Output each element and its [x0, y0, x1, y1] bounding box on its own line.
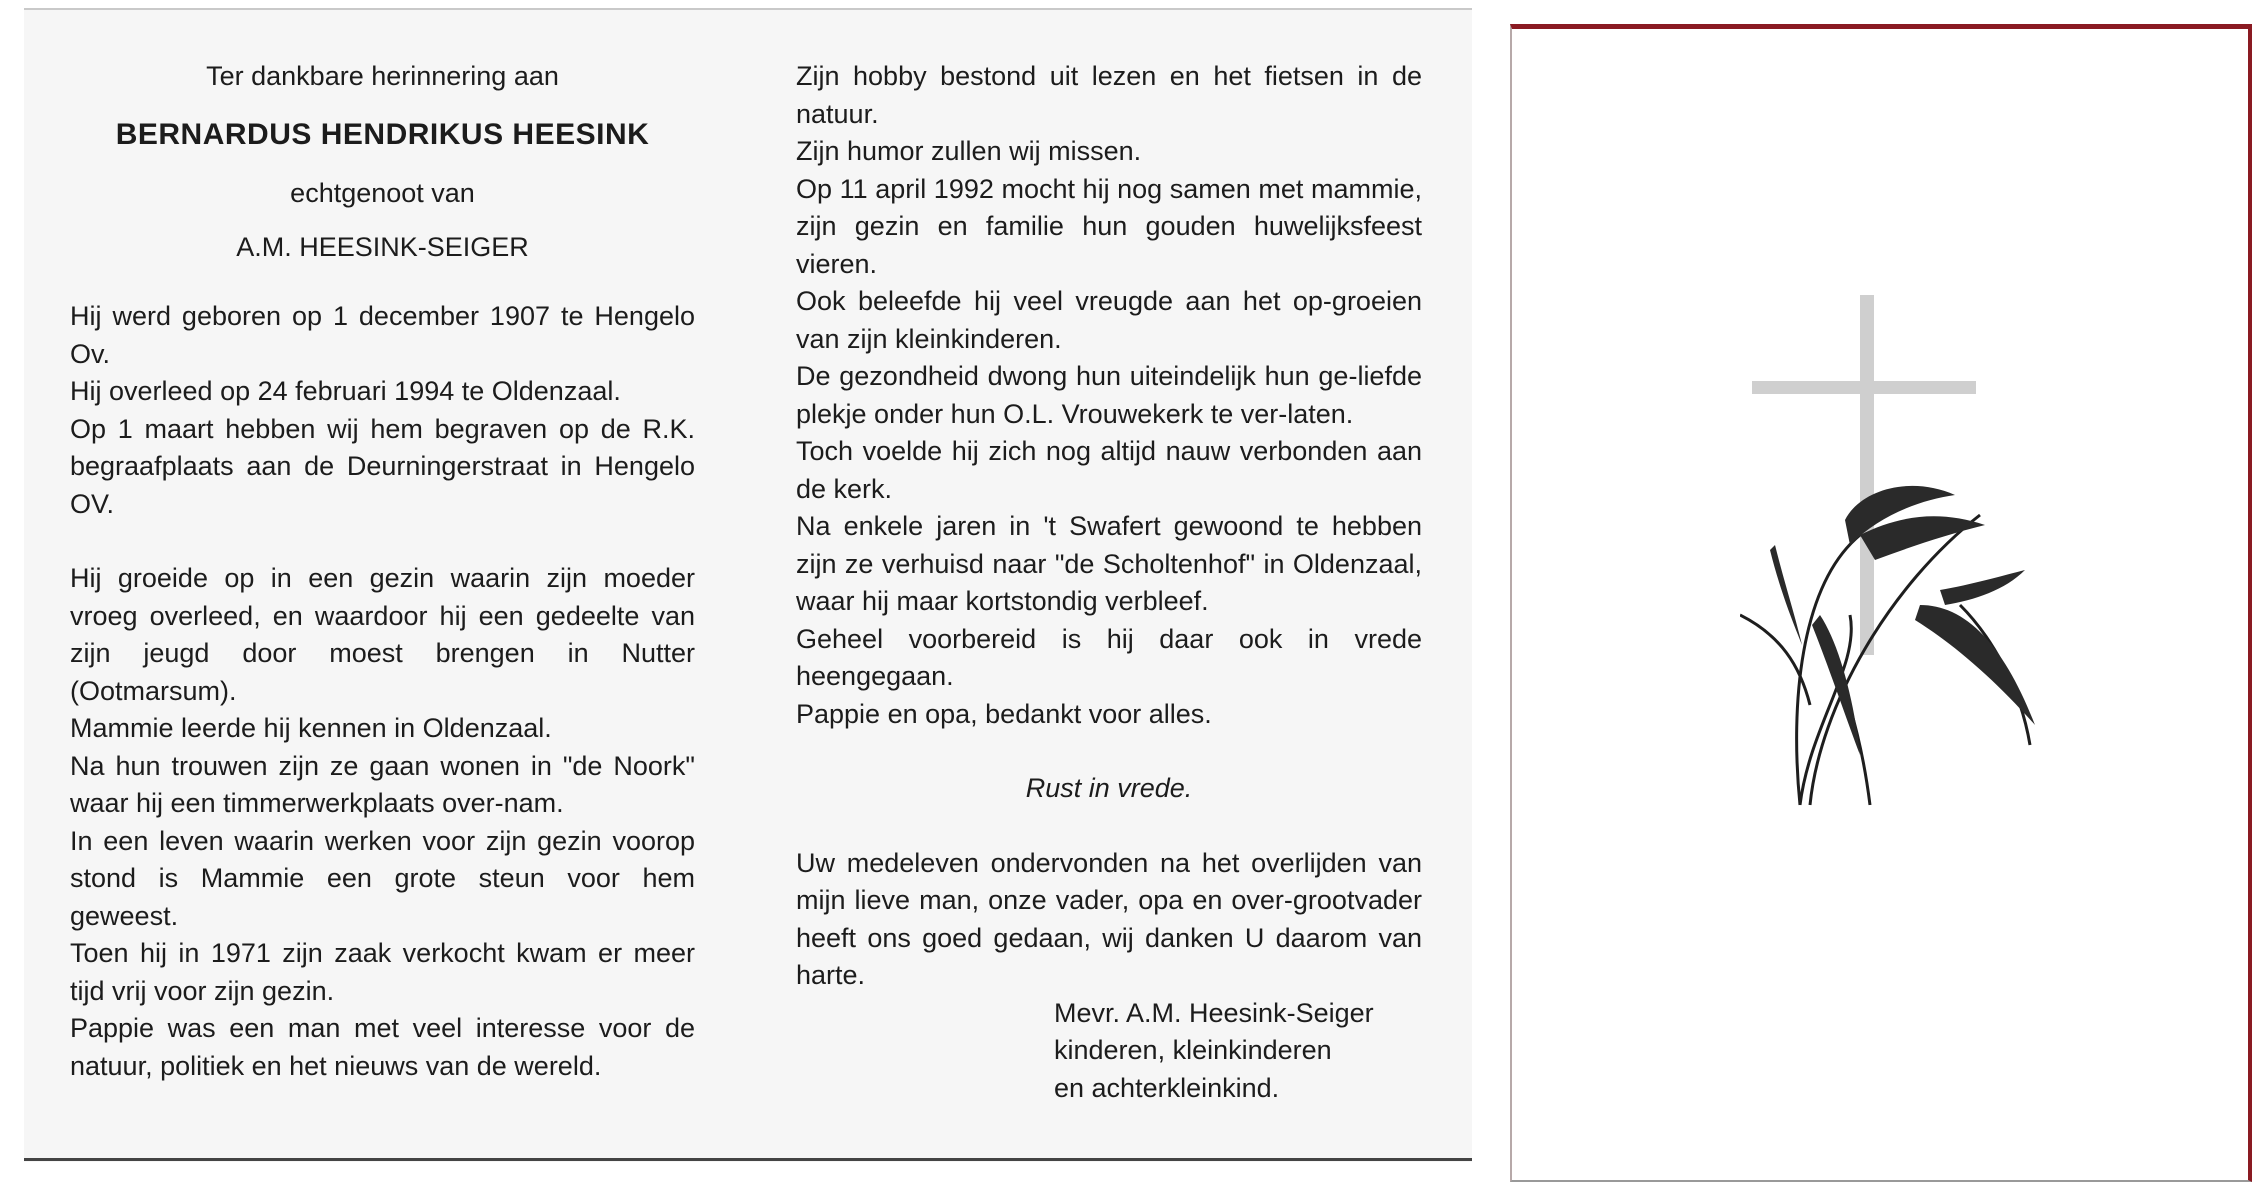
paragraph: Pappie en opa, bedankt voor alles.: [796, 698, 1212, 729]
paragraph: Mammie leerde hij kennen in Oldenzaal.: [70, 713, 552, 743]
closing-line: Rust in vrede.: [1025, 773, 1193, 803]
bottom-rule: [24, 1158, 1472, 1161]
paragraph: Pappie was een man met veel interesse voor de natuur, politiek en het nieuws van de wereld.: [70, 1013, 695, 1081]
spacer: [796, 733, 1422, 770]
paragraph: Op 11 april 1992 mocht hij nog samen met mammie, zijn gezin en familie hun gouden huwelijksfeest vieren.: [796, 173, 1422, 279]
paragraph: Geheel voorbereid is hij daar ook in vrede heengegaan.: [796, 623, 1422, 691]
signature-line: Mevr. A.M. Heesink-Seiger: [1054, 997, 1374, 1028]
cross-with-wheat-icon: [1740, 285, 2080, 845]
left-column: [70, 58, 695, 1085]
paragraph: In een leven waarin werken voor zijn gezin voorop stond is Mammie een grote steun voor hem geweest.: [70, 825, 695, 931]
paragraph: Op 1 maart hebben wij hem begraven op de R.K. begraafplaats aan de Deurningerstraat in Hengelo OV.: [70, 413, 695, 519]
spouse-label: echtgenoot van: [290, 178, 475, 208]
dedication-intro: Ter dankbare herinnering aan: [206, 61, 559, 91]
cross-horizontal-beam: [1752, 381, 1976, 394]
cross-vertical-beam: [1860, 295, 1874, 655]
paragraph: Hij overleed op 24 februari 1994 te Oldenzaal.: [70, 376, 621, 406]
deceased-name: BERNARDUS HENDRIKUS HEESINK: [115, 117, 650, 151]
signature-line: en achterkleinkind.: [1054, 1072, 1280, 1103]
right-column: [796, 58, 1422, 1107]
paragraph: De gezondheid dwong hun uiteindelijk hun ge-liefde plekje onder hun O.L. Vrouwekerk te ver-laten.: [796, 361, 1422, 429]
paragraph: Hij werd geboren op 1 december 1907 te Hengelo Ov.: [70, 301, 695, 369]
spacer: [796, 808, 1422, 845]
thanks-paragraph: Uw medeleven ondervonden na het overlijden van mijn lieve man, onze vader, opa en over-grootvader heeft ons goed gedaan, wij danken U daarom van harte.: [796, 847, 1422, 990]
signature-line: kinderen, kleinkinderen: [1054, 1035, 1332, 1065]
paragraph: Toen hij in 1971 zijn zaak verkocht kwam er meer tijd vrij voor zijn gezin.: [70, 938, 695, 1006]
paragraph: Zijn humor zullen wij missen.: [796, 136, 1142, 166]
paragraph: Ook beleefde hij veel vreugde aan het op-groeien van zijn kleinkinderen.: [796, 286, 1422, 354]
paragraph: Zijn hobby bestond uit lezen en het fietsen in de natuur.: [796, 61, 1422, 129]
paragraph: Na hun trouwen zijn ze gaan wonen in "de Noork" waar hij een timmerwerkplaats over-nam.: [70, 750, 695, 818]
paragraph: Na enkele jaren in 't Swafert gewoond te hebben zijn ze verhuisd naar "de Scholtenhof" in Oldenzaal, waar hij maar kortstondig verbleef.: [796, 511, 1422, 616]
paragraph: Toch voelde hij zich nog altijd nauw verbonden aan de kerk.: [796, 436, 1422, 504]
signature-block: [1054, 995, 1422, 1108]
spacer: [70, 523, 695, 560]
spouse-name: A.M. HEESINK-SEIGER: [236, 231, 529, 262]
paragraph: Hij groeide op in een gezin waarin zijn moeder vroeg overleed, en waardoor hij een gedeelte van zijn jeugd door moest brengen in Nutter (Ootmarsum).: [70, 563, 695, 706]
